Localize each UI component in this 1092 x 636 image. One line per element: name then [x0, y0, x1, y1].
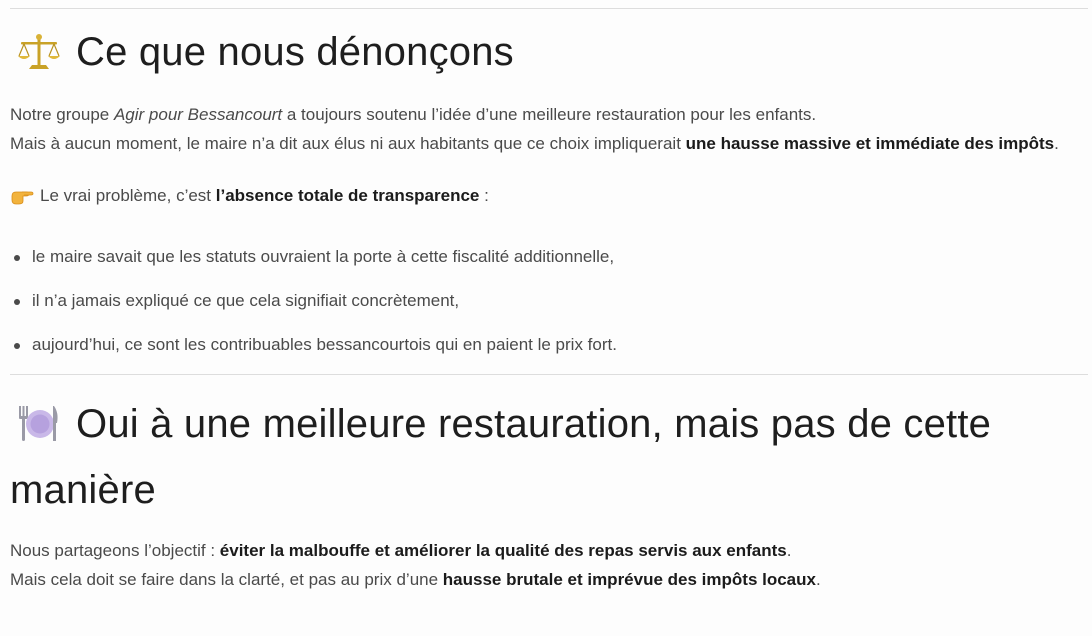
tax-increase-emphasis: une hausse massive et immédiate des impôts [685, 134, 1055, 153]
group-name: Agir pour Bessancourt [113, 105, 283, 124]
section-heading-restauration [10, 391, 1088, 523]
section-divider [10, 374, 1088, 375]
plate-fork-knife-icon [16, 397, 62, 437]
list-item: aujourd’hui, ce sont les contribuables bessancourtois qui en paient le prix fort. [32, 330, 1088, 359]
list-item: il n’a jamais expliqué ce que cela signifiait concrètement, [32, 286, 1088, 315]
top-divider [10, 8, 1088, 9]
article-content [10, 0, 1088, 594]
list-item: le maire savait que les statuts ouvraient la porte à cette fiscalité additionnelle, [32, 242, 1088, 271]
objective-paragraph: Nous partageons l’objectif : éviter la malbouffe et améliorer la qualité des repas servis aux enfants. Mais cela doit se faire dans la clarté, et pas au prix d’une hausse brutale et imprévue des impôts locaux. [10, 541, 821, 589]
balance-scale-icon [16, 32, 62, 72]
problem-statement: Le vrai problème, c’est l’absence totale de transparence : [10, 181, 1088, 210]
intro-paragraph: Notre groupe Agir pour Bessancourt a toujours soutenu l’idée d’une meilleure restauration pour les enfants. Mais à aucun moment, le maire n’a dit aux élus ni aux habitants que ce choix impliquerait une hausse massive et immédiate des impôts. [10, 105, 1059, 153]
section-heading-denonciation [10, 27, 1088, 77]
grievances-list [10, 242, 1088, 359]
transparency-emphasis: l’absence totale de transparence [215, 186, 480, 205]
section-heading-text: Oui à une meilleure restauration, mais pas de cette manière [10, 402, 992, 512]
local-tax-emphasis: hausse brutale et imprévue des impôts locaux [442, 570, 816, 589]
pointing-hand-icon [10, 186, 34, 206]
objective-emphasis: éviter la malbouffe et améliorer la qualité des repas servis aux enfants [219, 541, 787, 560]
section-heading-text: Ce que nous dénonçons [76, 30, 514, 74]
